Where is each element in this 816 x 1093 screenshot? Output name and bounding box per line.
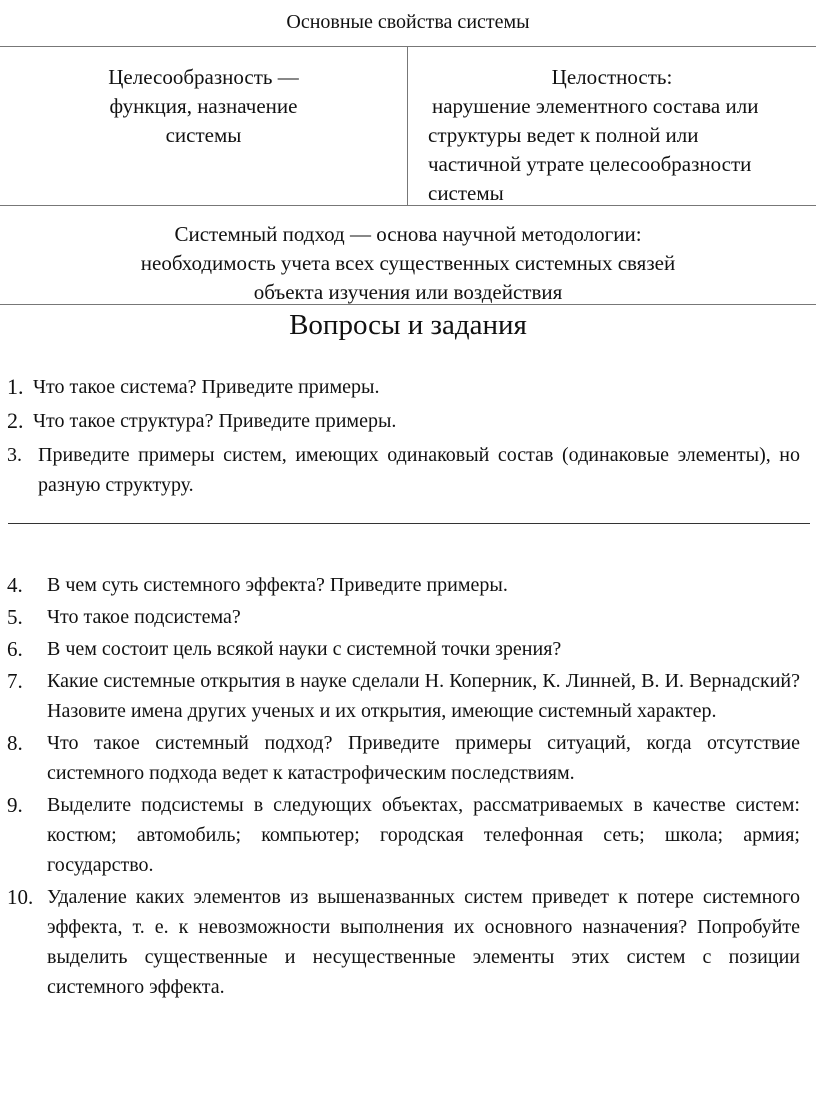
integrity-line: структуры ведет к полной или [428,123,699,147]
systems-approach-line: необходимость учета всех существенных системных связей [140,251,676,275]
item-number: 3. [7,444,22,466]
item-text: Выделите подсистемы в следующих объектах, рассматриваемых в качестве систем: костюм; автомобиль; компьютер; городская телефонная сеть; школа; армия; государство. [47,794,800,876]
table-title: Основные свойства системы [286,11,530,33]
list-item [0,372,816,402]
table-header-row [0,0,816,47]
item-number: 4. [7,573,23,597]
integrity-header: Целостность: [551,65,673,89]
list-item [0,882,816,1002]
table-middle-row [0,47,816,206]
purposefulness-line: Целесообразность — [108,65,299,89]
questions-list-part2 [0,570,816,1004]
item-number: 1. [7,374,24,399]
divider-line [8,523,810,524]
questions-list-part1 [0,372,816,500]
integrity-line: нарушение элементного состава или [432,94,759,118]
item-text: В чем состоит цель всякой науки с системной точки зрения? [47,638,562,660]
list-item [0,634,816,664]
integrity-cell [408,47,816,205]
systems-approach-line: Системный подход — основа научной методологии: [174,222,642,246]
item-text: Что такое система? Приведите примеры. [33,376,380,398]
systems-approach-cell [0,206,816,307]
item-number: 7. [7,669,23,693]
purposefulness-line: системы [165,123,242,147]
item-number: 9. [7,793,23,817]
item-text: Что такое структура? Приведите примеры. [33,410,397,432]
list-item [0,728,816,788]
item-text: Какие системные открытия в науке сделали Н. Коперник, К. Линней, В. И. Вернадский? Назовите имена других ученых и их открытия, имеющие системный характер. [47,670,800,722]
systems-approach-line: объекта изучения или воздействия [253,280,563,304]
item-text: В чем суть системного эффекта? Приведите примеры. [47,574,508,596]
item-number: 6. [7,637,23,661]
integrity-body [408,92,816,208]
item-number: 8. [7,731,23,755]
list-item [0,440,816,500]
item-number: 10. [7,885,34,909]
purposefulness-line: функция, назначение [109,94,298,118]
list-item [0,570,816,600]
item-text: Что такое системный подход? Приведите примеры ситуаций, когда отсутствие системного подхода ведет к катастрофическим последствиям. [47,732,800,784]
item-number: 5. [7,605,23,629]
section-title: Вопросы и задания [289,309,527,341]
table-bottom-row [0,206,816,305]
item-text: Удаление каких элементов из вышеназванных систем приведет к потере системного эффекта, т. е. к невозможности выполнения их основного назначения? Попробуйте выделить существенные и несущественные элементы этих систем с позиции системного эффекта. [47,886,800,998]
purposefulness-cell [0,47,408,205]
list-item [0,406,816,436]
properties-table [0,0,816,305]
item-text: Что такое подсистема? [47,606,241,628]
item-number: 2. [7,408,24,433]
item-text: Приведите примеры систем, имеющих одинаковый состав (одинаковые элементы), но разную структуру. [38,444,800,496]
list-item [0,790,816,880]
integrity-line: системы [428,181,504,205]
list-item [0,666,816,726]
integrity-line: частичной утрате целесообразности [428,152,752,176]
list-item [0,602,816,632]
